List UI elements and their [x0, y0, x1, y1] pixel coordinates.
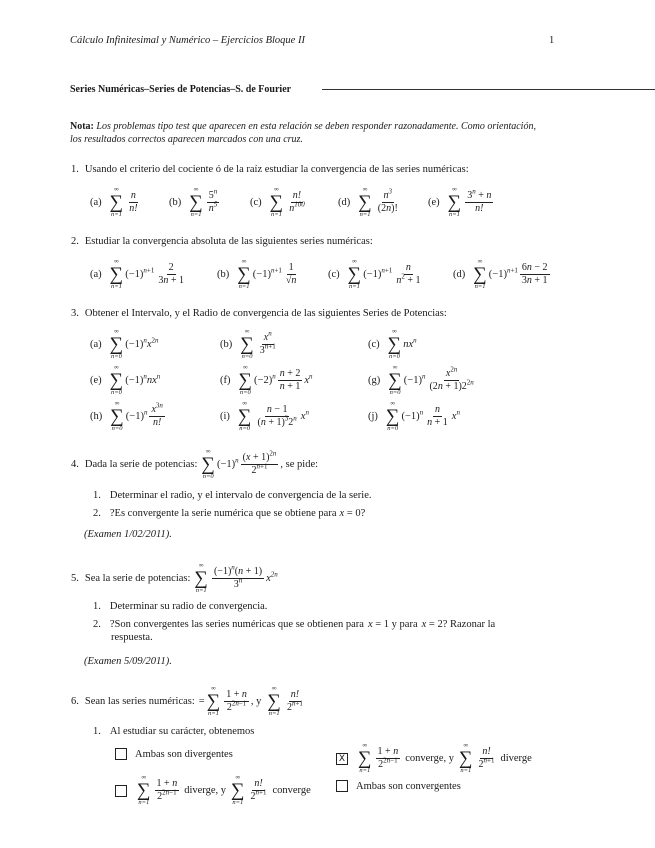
item-text: Determinar su radio de convergencia.	[109, 601, 268, 612]
problem-text: Usando el criterio del cociente ó de la raíz estudiar la convergencia de las series numéricas:	[84, 164, 469, 175]
problem-5-statement: 5. Sea la serie de potencias: ∞ ∑ n=1 $(-1)^n(n + 1)$ 3$^n$ $x^{2n}$	[71, 562, 278, 594]
problem-text: Sean las series numéricas:	[84, 696, 195, 707]
label: (c)	[250, 197, 262, 208]
note-text-2: los resultados correctos aparecen marcados con una cruz.	[70, 134, 303, 145]
label: (e)	[90, 375, 102, 386]
p4-exam-ref: (Examen 1/02/2011).	[84, 529, 172, 540]
label: (h)	[90, 411, 103, 422]
item-text: ?Es convergente la serie numérica que se obtiene para	[109, 508, 337, 519]
label: (j)	[368, 411, 378, 422]
label: (c)	[368, 339, 380, 350]
checkbox-a[interactable]	[115, 748, 127, 760]
p5-item-2: 2. ?Son convergentes las series numéricas que se obtienen para x = 1 y para x = 2 ? Razonar la	[93, 619, 496, 630]
list-marker: 1.	[93, 490, 101, 501]
p3-series-g: (g) ∞ ∑ n=0 $(-1)^n$ $x^{2n}$ $(2n + 1)2^{2n}$	[368, 364, 474, 396]
label: (a)	[90, 197, 102, 208]
problem-text: Dada la serie de potencias:	[84, 459, 198, 470]
option-tail: converge	[272, 785, 311, 796]
p5-exam-ref: (Examen 5/09/2011).	[84, 656, 172, 667]
label: (b)	[220, 339, 233, 350]
p6-option-c[interactable]: ∞ ∑ n=1 1 + n $2^{2n-1}$ diverge, y ∞ ∑ n=1 n! $2^{n+1}$ converge	[115, 774, 311, 807]
p2-series-b: (b) ∞ ∑ n=1 $(-1)^{n+1}$ 1 √n	[217, 258, 297, 290]
p1-series-c: (c) ∞ ∑ n=1 n! $n^{100}$	[250, 186, 305, 218]
p3-series-j: (j) ∞ ∑ n=0 $(-1)^n$ n n + 1 $x^n$	[368, 400, 460, 432]
problem-number: 6.	[71, 696, 79, 707]
problem-2-statement	[71, 236, 373, 247]
p3-series-a: (a) ∞ ∑ n=0 $(-1)^nx^{2n}$	[90, 328, 159, 360]
item-text: Determinar el radio, y el intervalo de convergencia de la serie.	[109, 490, 372, 501]
label: (b)	[217, 269, 230, 280]
p4-item-2: 2. ?Es convergente la serie numérica que se obtiene para x = 0 ?	[93, 508, 366, 519]
p3-series-c: (c) ∞ ∑ n=0 $nx^n$	[368, 328, 417, 360]
page-number: 1	[549, 35, 555, 46]
p1-series-b: (b) ∞ ∑ n=1 5$^n$ $n^5$	[169, 186, 218, 218]
section-rule	[322, 89, 655, 90]
list-marker: 2.	[93, 619, 101, 630]
checkbox-c[interactable]	[115, 785, 127, 797]
label: (f)	[220, 375, 231, 386]
p6-option-a[interactable]	[115, 748, 233, 760]
problem-number: 3.	[71, 308, 79, 319]
item-text: ?Son convergentes las series numéricas que se obtienen para	[109, 619, 364, 630]
p3-series-f: (f) ∞ ∑ n=0 $(-2)^n$ n + 2 n + 1 $x^n$	[220, 364, 313, 396]
list-marker: 1.	[93, 601, 101, 612]
label: (a)	[90, 269, 102, 280]
option-text: Ambas son divergentes	[135, 748, 233, 760]
problem-text-suffix: , se pide:	[280, 459, 319, 470]
section-title: Series Numéricas–Series de Potencias–S. de Fourier	[70, 84, 292, 95]
option-mid: converge, y	[405, 753, 454, 764]
p6-option-d[interactable]	[336, 780, 461, 792]
p6-item-1	[93, 726, 254, 737]
label: (b)	[169, 197, 182, 208]
item-text: Al estudiar su carácter, obtenemos	[109, 726, 255, 737]
p2-series-d: (d) ∞ ∑ n=1 $(-1)^{n+1}$ 6n − 2 3n + 1	[453, 258, 548, 290]
item-mid: y para	[391, 619, 418, 630]
problem-text: Sea la serie de potencias:	[84, 573, 191, 584]
list-marker: 2.	[93, 508, 101, 519]
p2-series-a: (a) ∞ ∑ n=1 $(-1)^{n+1}$ 2 3n + 1	[90, 258, 184, 290]
problem-6-statement: 6. Sean las series numéricas: = ∞ ∑ n=1 1 + n $2^{2n-1}$ , y ∞ ∑ n=1 n! $2^{n+1}$	[71, 685, 303, 717]
p2-series-c: (c) ∞ ∑ n=1 $(-1)^{n+1}$ n $n^2 + 1$	[328, 258, 421, 290]
note-label: Nota:	[70, 121, 94, 132]
option-text: Ambas son convergentes	[356, 780, 461, 792]
item-tail: ? Razonar la	[442, 619, 496, 630]
conjunction: , y	[250, 696, 262, 707]
problem-text: Estudiar la convergencia absoluta de las siguientes series numéricas:	[84, 236, 373, 247]
problem-number: 1.	[71, 164, 79, 175]
header-title: Cálculo Infinitesimal y Numérico – Ejercicios Bloque II	[70, 35, 305, 46]
checkbox-b[interactable]: X	[336, 753, 348, 765]
label: (a)	[90, 339, 102, 350]
problem-number: 4.	[71, 459, 79, 470]
p6-option-b[interactable]: X ∞ ∑ n=1 1 + n $2^{2n-1}$ converge, y ∞ ∑ n=1 n! $2^{n+1}$ diverge	[336, 742, 532, 775]
p1-series-e: (e) ∞ ∑ n=1 $3^n + n$ n!	[428, 186, 492, 218]
p1-series-a: (a) ∞ ∑ n=1 n n!	[90, 186, 138, 218]
label: (g)	[368, 375, 381, 386]
label: (c)	[328, 269, 340, 280]
problem-number: 5.	[71, 573, 79, 584]
p3-series-b: (b) ∞ ∑ n=0 $x^n$ $3^{n+1}$	[220, 328, 276, 360]
problem-number: 2.	[71, 236, 79, 247]
option-mid: diverge, y	[184, 785, 226, 796]
checkbox-d[interactable]	[336, 780, 348, 792]
note	[70, 120, 536, 146]
p3-series-e: (e) ∞ ∑ n=0 $(-1)^nnx^n$	[90, 364, 161, 396]
label: (i)	[220, 411, 230, 422]
p3-series-i: (i) ∞ ∑ n=0 n − 1 $(n + 1)^32^n$ $x^n$	[220, 400, 309, 432]
problem-1-statement	[71, 164, 469, 175]
p4-item-1	[93, 490, 371, 501]
label: (e)	[428, 197, 440, 208]
problem-3-statement	[71, 308, 447, 319]
p5-item-2-line2: respuesta.	[111, 632, 153, 643]
option-tail: diverge	[500, 753, 532, 764]
problem-4-statement: 4. Dada la serie de potencias: ∞ ∑ n=0 $(-1)^n$ $(x + 1)^{2n}$ $2^{n+1}$ , se pide:	[71, 448, 319, 480]
label: (d)	[338, 197, 351, 208]
problem-text: Obtener el Intervalo, y el Radio de convergencia de las siguientes Series de Potencias:	[84, 308, 447, 319]
p3-series-h: (h) ∞ ∑ n=0 $(-1)^n$ $x^{3n}$ n!	[90, 400, 163, 432]
list-marker: 1.	[93, 726, 101, 737]
p1-series-d: (d) ∞ ∑ n=1 $n^3$ (2n)!	[338, 186, 398, 218]
note-text-1: Los problemas tipo test que aparecen en esta relación se deben responder razonadamente. Como orientación,	[96, 121, 536, 132]
label: (d)	[453, 269, 466, 280]
item-tail: ?	[360, 508, 366, 519]
p5-item-1	[93, 601, 267, 612]
